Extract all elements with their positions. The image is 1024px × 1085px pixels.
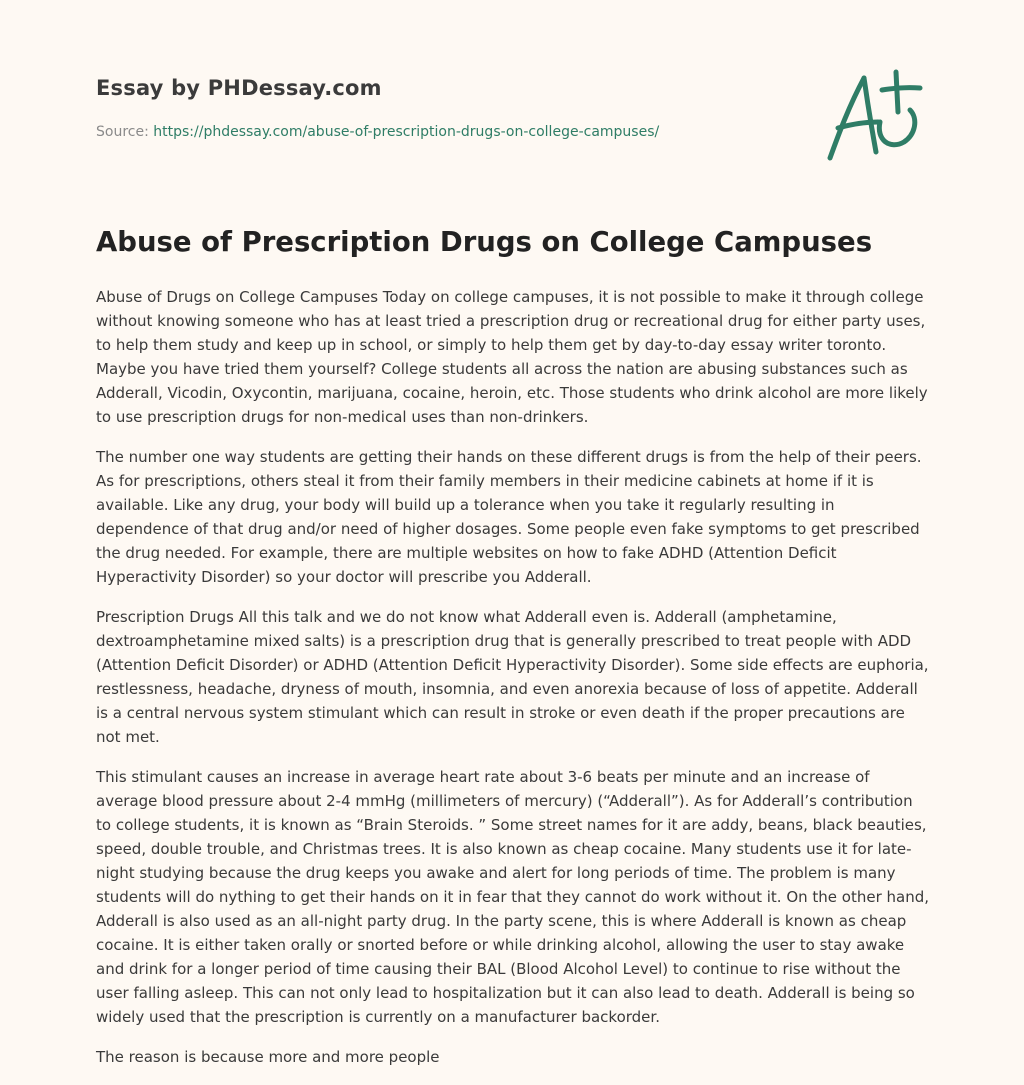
a-plus-logo-icon <box>824 66 928 166</box>
essay-paragraph: The reason is because more and more people <box>96 1048 440 1066</box>
essay-paragraph: Prescription Drugs All this talk and we do not know what Adderall even is. Adderall (amphetamine, dextroamphetamine mixed salts) is a prescription drug that is generally prescribed to treat people with ADD (Attention Deficit Disorder) or ADHD (Attention Deficit Hyperactivity Disorder). Some side effects are euphoria, restlessness, headache, dryness of mouth, insomnia, and even anorexia because of loss of appetite. Adderall is a central nervous system stimulant which can result in stroke or even death if the proper precautions are not met. <box>96 608 929 746</box>
essay-paragraph: The number one way students are getting their hands on these different drugs is from the help of their peers. As for prescriptions, others steal it from their family members in their medicine cabinets at home if it is available. Like any drug, your body will build up a tolerance when you take it regularly resulting in dependence of that drug and/or need of higher dosages. Some people even fake symptoms to get prescribed the drug needed. For example, there are multiple websites on how to fake ADHD (Attention Deficit Hyperactivity Disorder) so your doctor will prescribe you Adderall. <box>96 448 922 586</box>
source-label: Source: <box>96 124 149 140</box>
source-link[interactable]: https://phdessay.com/abuse-of-prescription-drugs-on-college-campuses/ <box>153 124 660 140</box>
source-line <box>96 124 659 140</box>
site-brand: Essay by PHDessay.com <box>96 76 382 100</box>
essay-title: Abuse of Prescription Drugs on College Campuses <box>96 226 873 258</box>
essay-body <box>96 285 932 1085</box>
essay-paragraph: This stimulant causes an increase in average heart rate about 3-6 beats per minute and an increase of average blood pressure about 2-4 mmHg (millimeters of mercury) (“Adderall”). As for Adderall’s contribution to college students, it is known as “Brain Steroids. ” Some street names for it are addy, beans, black beauties, speed, double trouble, and Christmas trees. It is also known as cheap cocaine. Many students use it for late-night studying because the drug keeps you awake and alert for long periods of time. The problem is many students will do nything to get their hands on it in fear that they cannot do work without it. On the other hand, Adderall is also used as an all-night party drug. In the party scene, this is where Adderall is known as cheap cocaine. It is either taken orally or snorted before or while drinking alcohol, allowing the user to stay awake and drink for a longer period of time causing their BAL (Blood Alcohol Level) to continue to rise without the user falling asleep. This can not only lead to hospitalization but it can also lead to death. Adderall is being so widely used that the prescription is currently on a manufacturer backorder. <box>96 768 930 1026</box>
essay-paragraph: Abuse of Drugs on College Campuses Today on college campuses, it is not possible to make it through college without knowing someone who has at least tried a prescription drug or recreational drug for either party uses, to help them study and keep up in school, or simply to help them get by day-to-day essay writer toronto. Maybe you have tried them yourself? College students all across the nation are abusing substances such as Adderall, Vicodin, Oxycontin, marijuana, cocaine, heroin, etc. Those students who drink alcohol are more likely to use prescription drugs for non-medical uses than non-drinkers. <box>96 288 928 426</box>
